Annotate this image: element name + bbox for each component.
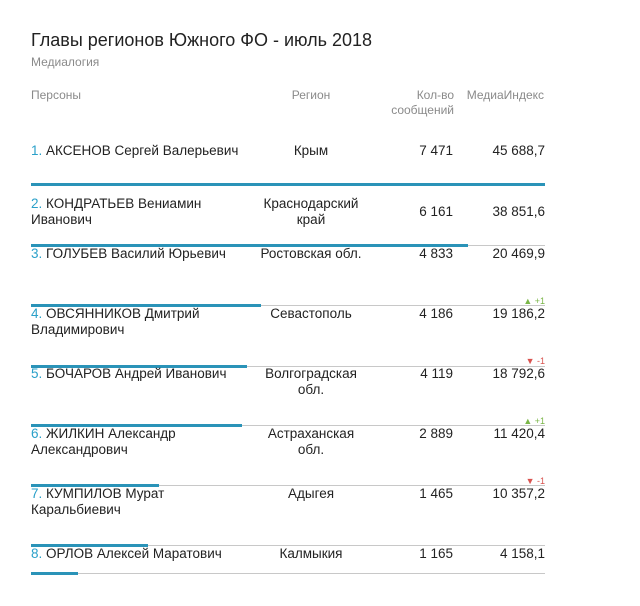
region-name: Крым <box>293 143 329 158</box>
person-name <box>31 546 256 562</box>
person-name-text: КОНДРАТЬЕВ Вениамин Иванович <box>31 196 202 227</box>
region-name: Севастополь <box>270 306 352 321</box>
person-name <box>31 246 256 262</box>
person-name <box>31 486 256 518</box>
column-header-persons: Персоны <box>31 88 82 102</box>
table-row <box>31 416 545 486</box>
region-name: Волгоградская обл. <box>265 366 357 397</box>
rank-number: 7. <box>31 486 43 501</box>
message-count: 4 833 <box>419 246 453 261</box>
region-name: Астраханская обл. <box>267 426 355 457</box>
media-index-bar <box>31 572 78 575</box>
table-row <box>31 186 545 246</box>
column-header-count: Кол-во сообщений <box>391 88 454 117</box>
message-count: 4 186 <box>419 306 453 321</box>
person-name <box>31 426 256 458</box>
message-count: 4 119 <box>420 366 453 381</box>
rank-number: 2. <box>31 196 43 211</box>
media-index: 19 186,2 <box>492 306 545 321</box>
message-count: 6 161 <box>419 204 453 219</box>
message-count: 2 889 <box>419 426 453 441</box>
table-row <box>31 356 545 426</box>
region-name: Калмыкия <box>279 546 343 561</box>
table-row <box>31 476 545 546</box>
media-index: 38 851,6 <box>492 204 545 219</box>
message-count: 1 465 <box>419 486 453 501</box>
table-row <box>31 246 545 306</box>
table-row <box>31 125 545 185</box>
rank-number: 4. <box>31 306 43 321</box>
message-count: 7 471 <box>419 143 453 158</box>
rank-number: 5. <box>31 366 43 381</box>
column-header-region: Регион <box>291 88 331 102</box>
message-count: 1 165 <box>419 546 453 561</box>
person-name <box>31 306 256 338</box>
rank-change-down: ▼ -1 <box>525 476 545 486</box>
column-header-index: МедиаИндекс <box>466 88 544 102</box>
media-index: 11 420,4 <box>493 426 545 441</box>
person-name-text: КУМПИЛОВ Мурат Каральбиевич <box>31 486 165 517</box>
media-index: 45 688,7 <box>492 143 545 158</box>
page-subtitle: Медиалогия <box>31 55 100 69</box>
rank-number: 8. <box>31 546 43 561</box>
region-name: Краснодарский край <box>263 196 359 227</box>
rank-change-up: ▲ +1 <box>523 416 545 426</box>
person-name-text: БОЧАРОВ Андрей Иванович <box>46 366 227 381</box>
person-name-text: ОВСЯННИКОВ Дмитрий Владимирович <box>31 306 200 337</box>
region-name: Ростовская обл. <box>260 246 362 261</box>
person-name-text: ОРЛОВ Алексей Маратович <box>46 546 222 561</box>
rank-number: 1. <box>31 143 43 158</box>
person-name <box>31 196 256 228</box>
rank-number: 3. <box>31 246 43 261</box>
page-title: Главы регионов Южного ФО - июль 2018 <box>31 30 373 50</box>
table-row <box>31 546 545 606</box>
rank-number: 6. <box>31 426 43 441</box>
region-name: Адыгея <box>287 486 335 501</box>
media-index: 4 158,1 <box>499 546 545 561</box>
row-divider <box>31 573 545 574</box>
media-index: 20 469,9 <box>492 246 545 261</box>
media-index: 18 792,6 <box>492 366 545 381</box>
person-name-text: АКСЕНОВ Сергей Валерьевич <box>46 143 239 158</box>
rank-change-up: ▲ +1 <box>523 296 545 306</box>
person-name-text: ЖИЛКИН Александр Александрович <box>31 426 176 457</box>
person-name-text: ГОЛУБЕВ Василий Юрьевич <box>46 246 226 261</box>
rank-change-down: ▼ -1 <box>525 356 545 366</box>
media-index: 10 357,2 <box>492 486 545 501</box>
table-row <box>31 296 545 366</box>
person-name <box>31 366 256 382</box>
person-name <box>31 143 256 159</box>
